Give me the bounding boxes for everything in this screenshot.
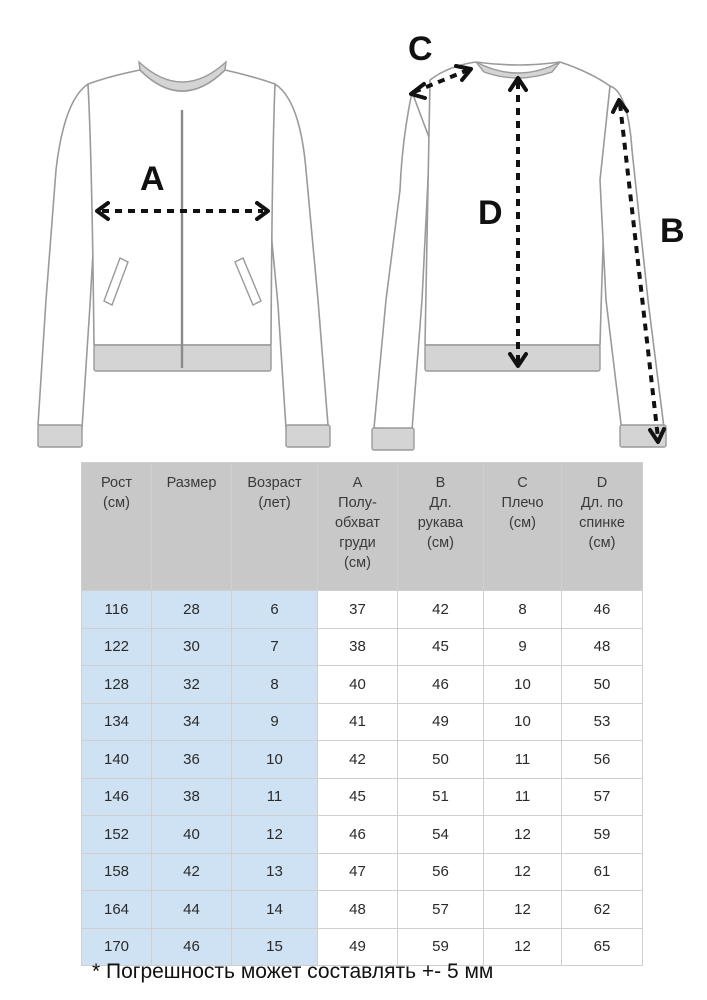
cell-age: 13 (232, 853, 318, 891)
cell-chest: 47 (318, 853, 398, 891)
table-row (82, 741, 643, 779)
cell-age: 10 (232, 741, 318, 779)
cell-shoulder: 10 (484, 703, 562, 741)
cell-height: 134 (82, 703, 152, 741)
header-height (82, 463, 152, 591)
header-line: Размер (166, 475, 217, 491)
header-line: Рост (101, 475, 132, 491)
header-line: спинке (579, 515, 625, 531)
cell-shoulder: 11 (484, 778, 562, 816)
header-line: рукава (417, 515, 464, 531)
size-table (81, 462, 643, 966)
cell-size: 44 (152, 891, 232, 929)
cell-sleeve: 51 (398, 778, 484, 816)
cell-sleeve: 59 (398, 928, 484, 966)
cell-sleeve: 49 (398, 703, 484, 741)
jacket-side-view (372, 30, 685, 450)
cell-age: 8 (232, 666, 318, 704)
cell-size: 28 (152, 591, 232, 629)
header-shoulder (484, 463, 562, 591)
cell-sleeve: 45 (398, 628, 484, 666)
cell-size: 32 (152, 666, 232, 704)
header-line: груди (339, 535, 376, 551)
cell-size: 38 (152, 778, 232, 816)
cell-shoulder: 12 (484, 853, 562, 891)
header-line: Возраст (247, 475, 302, 491)
cell-age: 7 (232, 628, 318, 666)
header-line: обхват (334, 515, 381, 531)
header-line: (см) (588, 535, 616, 551)
cell-size: 30 (152, 628, 232, 666)
cell-sleeve: 42 (398, 591, 484, 629)
header-sleeve (398, 463, 484, 591)
cell-back-length: 62 (562, 891, 643, 929)
table-row (82, 666, 643, 704)
cell-sleeve: 57 (398, 891, 484, 929)
cell-chest: 41 (318, 703, 398, 741)
cell-height: 170 (82, 928, 152, 966)
cell-age: 6 (232, 591, 318, 629)
cell-age: 15 (232, 928, 318, 966)
header-line: Дл. (429, 495, 452, 511)
cell-size: 42 (152, 853, 232, 891)
cell-size: 36 (152, 741, 232, 779)
label-a: A (140, 160, 165, 198)
cell-chest: 42 (318, 741, 398, 779)
header-line: (см) (103, 495, 130, 511)
cell-back-length: 53 (562, 703, 643, 741)
cell-chest: 40 (318, 666, 398, 704)
table-header-row (82, 463, 643, 591)
cell-height: 140 (82, 741, 152, 779)
cell-back-length: 50 (562, 666, 643, 704)
header-line: A (352, 475, 363, 491)
table-row (82, 778, 643, 816)
header-line: (см) (509, 515, 536, 531)
cell-chest: 38 (318, 628, 398, 666)
table-row (82, 816, 643, 854)
cell-height: 158 (82, 853, 152, 891)
cell-sleeve: 56 (398, 853, 484, 891)
cell-chest: 46 (318, 816, 398, 854)
cell-shoulder: 12 (484, 891, 562, 929)
header-back-length (562, 463, 643, 591)
cell-chest: 37 (318, 591, 398, 629)
header-line: (см) (427, 535, 454, 551)
table-row (82, 628, 643, 666)
cell-height: 164 (82, 891, 152, 929)
cell-shoulder: 8 (484, 591, 562, 629)
header-line: C (517, 475, 528, 491)
cell-back-length: 46 (562, 591, 643, 629)
table-row (82, 853, 643, 891)
header-chest (318, 463, 398, 591)
cell-shoulder: 12 (484, 816, 562, 854)
cell-age: 9 (232, 703, 318, 741)
cell-height: 122 (82, 628, 152, 666)
header-line: Полу- (338, 495, 377, 511)
cell-height: 128 (82, 666, 152, 704)
cell-height: 152 (82, 816, 152, 854)
header-line: Плечо (501, 495, 544, 511)
jacket-front-view (38, 62, 330, 447)
cell-size: 34 (152, 703, 232, 741)
header-line: B (435, 475, 446, 491)
header-line: Дл. по (580, 495, 624, 511)
cell-back-length: 59 (562, 816, 643, 854)
jacket-measurement-diagram (0, 0, 707, 460)
cell-height: 116 (82, 591, 152, 629)
cell-shoulder: 11 (484, 741, 562, 779)
label-c: C (408, 30, 433, 68)
cell-back-length: 57 (562, 778, 643, 816)
header-size (152, 463, 232, 591)
table-row (82, 703, 643, 741)
cell-back-length: 56 (562, 741, 643, 779)
label-d: D (478, 194, 503, 232)
cell-size: 40 (152, 816, 232, 854)
cell-sleeve: 54 (398, 816, 484, 854)
cell-chest: 45 (318, 778, 398, 816)
cell-back-length: 65 (562, 928, 643, 966)
footnote: * Погрешность может составлять +- 5 мм (92, 960, 494, 983)
table-row (82, 891, 643, 929)
cell-size: 46 (152, 928, 232, 966)
cell-chest: 48 (318, 891, 398, 929)
header-age (232, 463, 318, 591)
cell-shoulder: 12 (484, 928, 562, 966)
cell-back-length: 61 (562, 853, 643, 891)
cell-sleeve: 46 (398, 666, 484, 704)
table-row (82, 591, 643, 629)
cell-chest: 49 (318, 928, 398, 966)
cell-sleeve: 50 (398, 741, 484, 779)
header-line: (см) (344, 555, 371, 571)
cell-shoulder: 10 (484, 666, 562, 704)
cell-age: 14 (232, 891, 318, 929)
cell-back-length: 48 (562, 628, 643, 666)
cell-age: 12 (232, 816, 318, 854)
table-body (82, 591, 643, 966)
cell-height: 146 (82, 778, 152, 816)
label-b: B (660, 212, 685, 250)
cell-shoulder: 9 (484, 628, 562, 666)
header-line: (лет) (258, 495, 291, 511)
header-line: D (596, 475, 608, 491)
cell-age: 11 (232, 778, 318, 816)
